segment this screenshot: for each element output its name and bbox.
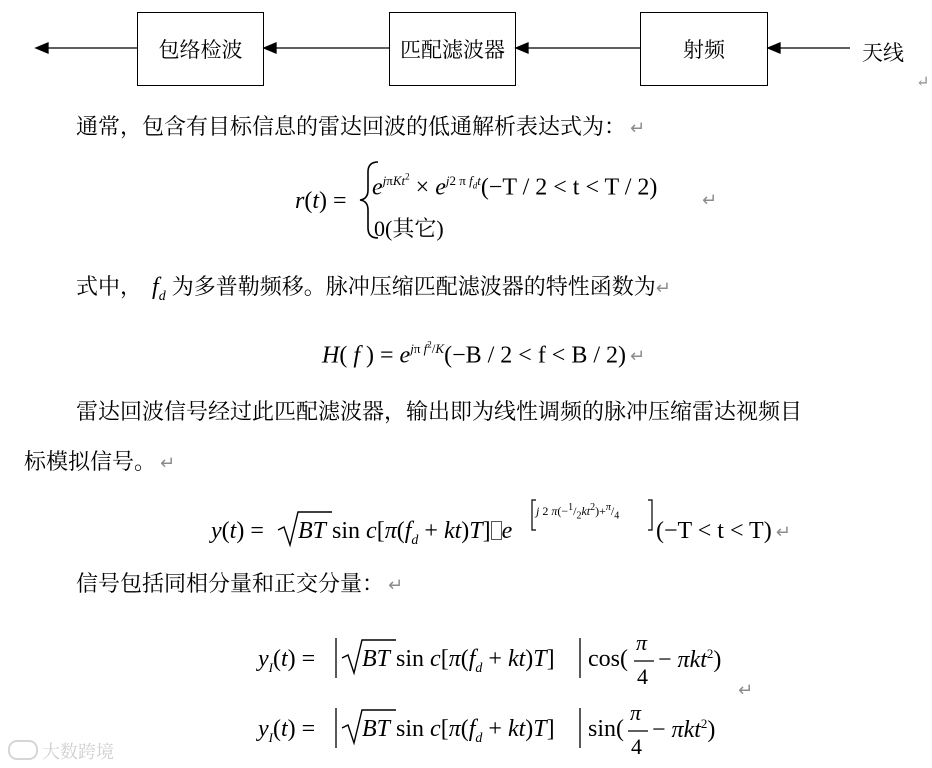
paragraph-2-suffix: 为多普勒频移。脉冲压缩匹配滤波器的特性函数为 bbox=[171, 275, 656, 300]
y-rhs: BT $\sin c[\pi(f_d + kt)T]$ e bbox=[298, 518, 513, 548]
rf-label: 射频 bbox=[683, 38, 725, 62]
r-case-1-condition: (−T / 2 < t < T / 2) bbox=[480, 174, 658, 201]
paragraph-2-prefix: 式中， bbox=[76, 275, 143, 300]
paragraph-mark: ↵ bbox=[738, 680, 754, 701]
watermark bbox=[8, 738, 114, 764]
paragraph-mark: ↵ bbox=[655, 278, 671, 299]
cos-four: 4 bbox=[637, 664, 648, 689]
paragraph-mark: ↵ bbox=[388, 575, 404, 596]
equation-H: H( f ) = $e^{j\pi f^2/K}(-B / 2 < f < B / 2)$ ↵ bbox=[322, 340, 646, 369]
antenna-label: 天线 bbox=[862, 41, 904, 65]
paragraph-mark: ↵ bbox=[630, 346, 646, 368]
paragraph-mark: ↵ bbox=[916, 72, 930, 91]
paragraph-3-line-2-text: 标模拟信号。 bbox=[24, 450, 157, 475]
y-lhs: y(t) = bbox=[211, 518, 264, 544]
paragraph-mark: ↵ bbox=[702, 190, 718, 211]
H-condition: (−B / 2 < f < B / 2) bbox=[444, 342, 627, 369]
r-case-1: $e^{j\pi Kt^2} \times e^{j2 \pi f_dt}(-T / 2 < t < T / 2)$ bbox=[372, 172, 658, 201]
yI-sin-rhs: BT $\sin c[\pi(f_d + kt)T]$ bbox=[362, 716, 555, 746]
doppler-symbol-base: f bbox=[152, 274, 159, 300]
matched-filter-label: 匹配滤波器 bbox=[400, 38, 505, 62]
paragraph-4-text: 信号包括同相分量和正交分量： bbox=[76, 572, 385, 597]
sin-tail: − πkt$^2$) bbox=[652, 716, 716, 743]
sin-fn: sin( bbox=[588, 716, 624, 742]
paragraph-3-line-1: 雷达回波信号经过此匹配滤波器，输出即为线性调频的脉冲压缩雷达视频目 bbox=[76, 400, 803, 425]
y-exponent: j 2 $\pi(-^1/_2kt^2)+^\pi/_4$ bbox=[536, 502, 620, 522]
yI-cos-lhs: $y_I(t)$ = bbox=[258, 646, 316, 675]
r-lhs: r(t) = bbox=[295, 188, 347, 214]
paragraph-1-text: 通常，包含有目标信息的雷达回波的低通解析表达式为： bbox=[76, 115, 627, 140]
paragraph-mark: ↵ bbox=[630, 118, 646, 139]
yI-sin-lhs: $y_I(t)$ = bbox=[258, 716, 316, 745]
doppler-symbol-sub: d bbox=[158, 288, 166, 304]
envelope-detector-label: 包络检波 bbox=[158, 38, 243, 62]
paragraph-mark: ↵ bbox=[775, 522, 791, 543]
y-condition-text: (−T < t < T) bbox=[656, 518, 772, 544]
cos-tail: − πkt$^2$) bbox=[658, 646, 722, 673]
watermark-logo-icon bbox=[8, 740, 38, 760]
sin-four: 4 bbox=[631, 734, 642, 759]
yI-cos-rhs: BT $\sin c[\pi(f_d + kt)T]$ bbox=[362, 646, 555, 676]
r-case-2: 0(其它) bbox=[374, 216, 444, 241]
paragraph-mark: ↵ bbox=[160, 453, 176, 474]
cos-fn: cos( bbox=[588, 646, 628, 672]
sin-pi: π bbox=[630, 700, 642, 725]
cos-pi: π bbox=[636, 630, 648, 655]
watermark-text: 大数跨境 bbox=[42, 742, 114, 763]
